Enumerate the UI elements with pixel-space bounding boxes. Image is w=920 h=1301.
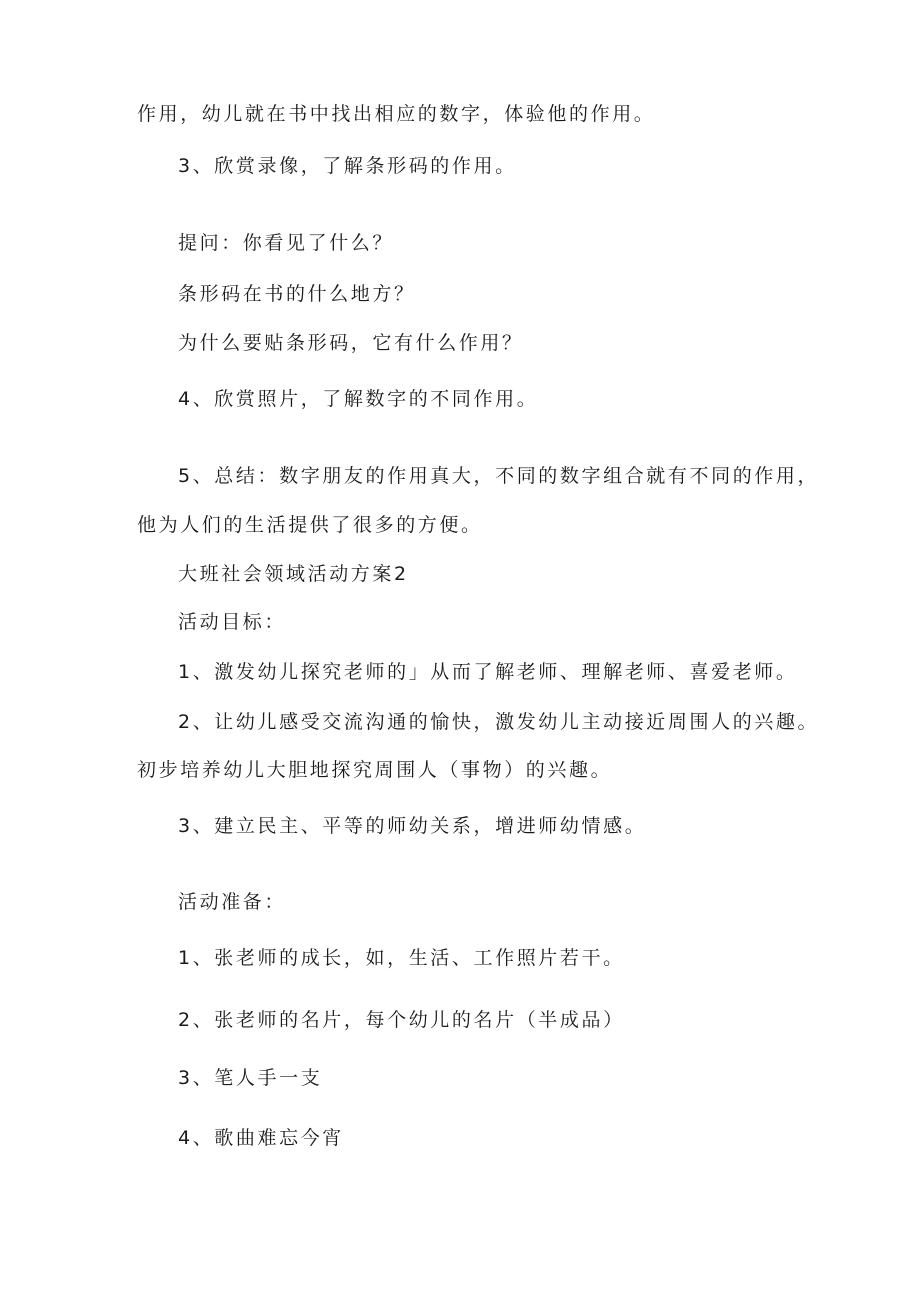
paragraph-line: 3、欣赏录像，了解条形码的作用。 <box>178 155 517 177</box>
paragraph-line: 为什么要贴条形码，它有什么作用？ <box>178 332 524 354</box>
paragraph-line: 条形码在书的什么地方？ <box>178 283 416 305</box>
list-item: 1、激发幼儿探究老师的」从而了解老师、理解老师、喜爱老师。 <box>178 661 798 683</box>
list-item: 3、建立民主、平等的师幼关系，增进师幼情感。 <box>178 815 647 837</box>
subsection-heading: 活动准备： <box>178 891 287 913</box>
paragraph-line: 作用，幼儿就在书中找出相应的数字，体验他的作用。 <box>137 103 656 125</box>
list-item: 3、笔人手一支 <box>178 1067 323 1089</box>
paragraph-line: 他为人们的生活提供了很多的方便。 <box>137 514 483 536</box>
list-item: 1、张老师的成长，如，生活、工作照片若干。 <box>178 947 625 969</box>
subsection-heading: 活动目标： <box>178 611 287 633</box>
paragraph-line: 5、总结：数字朋友的作用真大，不同的数字组合就有不同的作用， <box>178 465 820 487</box>
paragraph-line: 4、欣赏照片，了解数字的不同作用。 <box>178 388 539 410</box>
list-item: 4、歌曲难忘今宵 <box>178 1127 344 1149</box>
list-item: 2、张老师的名片，每个幼儿的名片（半成品） <box>178 1009 625 1031</box>
paragraph-line: 提问：你看见了什么？ <box>178 232 395 254</box>
paragraph-line: 初步培养幼儿大胆地探究周围人（事物）的兴趣。 <box>137 759 613 781</box>
list-item: 2、让幼儿感受交流沟通的愉快，激发幼儿主动接近周围人的兴趣。 <box>178 711 820 733</box>
section-heading: 大班社会领域活动方案2 <box>178 563 409 585</box>
